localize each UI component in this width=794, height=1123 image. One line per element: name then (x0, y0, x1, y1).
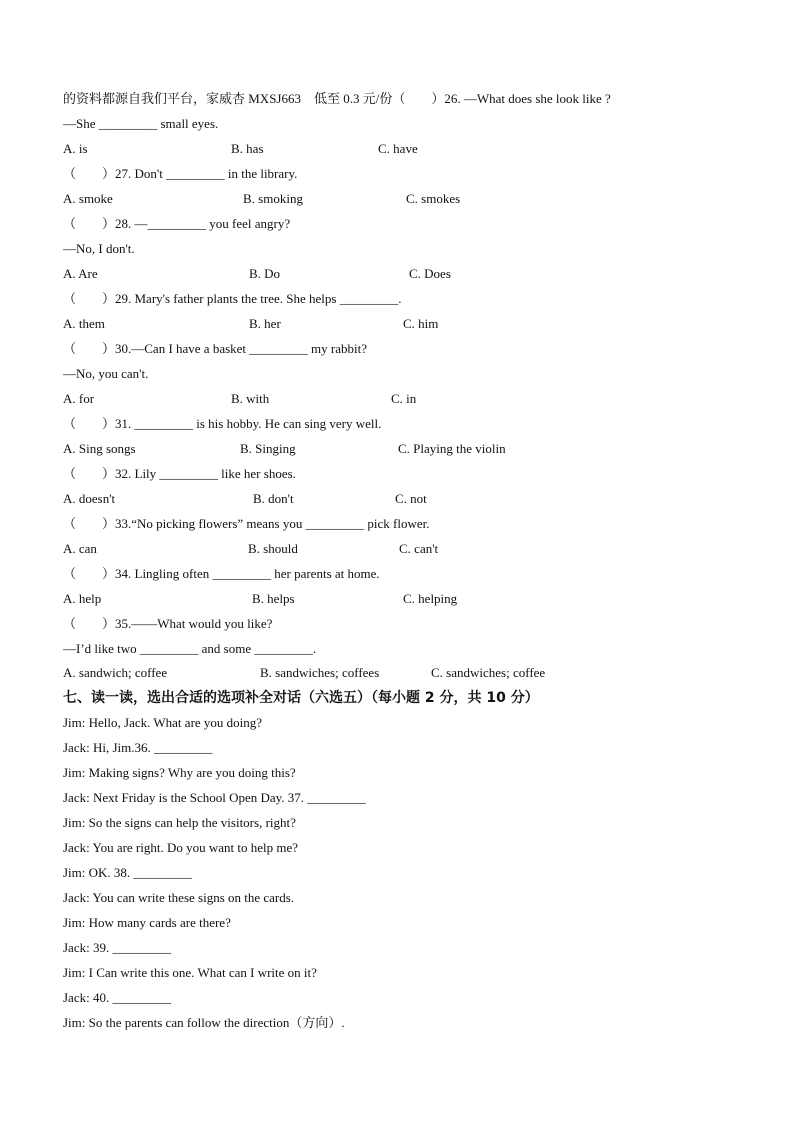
q30-option-a: A. for (63, 391, 95, 406)
q29-option-a: A. them (63, 316, 105, 331)
q30-option-c: C. in (391, 391, 417, 406)
q29-option-c: C. him (403, 316, 439, 331)
q33-option-a: A. can (63, 541, 97, 556)
q31-stem: （ ）31. _________ is his hobby. He can sing very well. (63, 416, 382, 431)
dialogue-line: Jim: Making signs? Why are you doing this? (63, 765, 296, 780)
q29-option-b: B. her (249, 316, 281, 331)
dialogue-line: Jack: 39. _________ (63, 940, 171, 955)
q33-option-c: C. can't (399, 541, 439, 556)
q29-stem: （ ）29. Mary's father plants the tree. She helps _________. (63, 291, 402, 306)
q35-stem: （ ）35.——What would you like? (63, 616, 273, 631)
q30-reply: —No, you can't. (63, 366, 149, 381)
q28-stem: （ ）28. —_________ you feel angry? (63, 216, 291, 231)
dialogue-line: Jack: Next Friday is the School Open Day. 37. _________ (63, 790, 366, 805)
dialogue-line: Jack: You can write these signs on the cards. (63, 890, 295, 905)
q34-option-b: B. helps (252, 591, 295, 606)
q35-option-c: C. sandwiches; coffee (431, 665, 546, 680)
dialogue-line: Jack: 40. _________ (63, 990, 171, 1005)
dialogue-line: Jim: I Can write this one. What can I write on it? (63, 965, 317, 980)
q27-option-a: A. smoke (63, 191, 113, 206)
q35-option-b: B. sandwiches; coffees (260, 665, 380, 680)
q33-option-b: B. should (248, 541, 298, 556)
q31-option-b: B. Singing (240, 441, 296, 456)
dialogue-line: Jim: Hello, Jack. What are you doing? (63, 715, 263, 730)
q34-option-a: A. help (63, 591, 102, 606)
q26-answer-line: —She _________ small eyes. (63, 116, 219, 131)
dialogue-line: Jim: OK. 38. _________ (63, 865, 192, 880)
q35-reply: —I’d like two _________ and some _________. (63, 641, 317, 656)
q32-stem: （ ）32. Lily _________ like her shoes. (63, 466, 296, 481)
q28-reply: —No, I don't. (63, 241, 135, 256)
q27-option-b: B. smoking (243, 191, 303, 206)
q26-option-a: A. is (63, 141, 88, 156)
q27-option-c: C. smokes (406, 191, 461, 206)
dialogue-line: Jack: Hi, Jim.36. _________ (63, 740, 213, 755)
q34-stem: （ ）34. Lingling often _________ her parents at home. (63, 566, 380, 581)
q30-stem: （ ）30.—Can I have a basket _________ my rabbit? (63, 341, 367, 356)
dialogue-line: Jack: You are right. Do you want to help me? (63, 840, 299, 855)
q30-option-b: B. with (231, 391, 270, 406)
q28-option-b: B. Do (249, 266, 281, 281)
q35-option-a: A. sandwich; coffee (63, 665, 168, 680)
q28-option-a: A. Are (63, 266, 98, 281)
q33-stem: （ ）33.“No picking flowers” means you _________ pick flower. (63, 516, 430, 531)
q32-option-c: C. not (395, 491, 427, 506)
dialogue-line: Jim: How many cards are there? (63, 915, 231, 930)
q28-option-c: C. Does (409, 266, 451, 281)
q31-option-c: C. Playing the violin (398, 441, 506, 456)
q34-option-c: C. helping (403, 591, 458, 606)
dialogue-line: Jim: So the parents can follow the direction（方向）. (63, 1015, 345, 1030)
q31-option-a: A. Sing songs (63, 441, 136, 456)
q32-option-b: B. don't (253, 491, 294, 506)
dialogue-line: Jim: So the signs can help the visitors, right? (63, 815, 296, 830)
section-7-title: 七、读一读，选出合适的选项补全对话（六选五）（每小题 2 分，共 10 分） (63, 690, 539, 706)
q26-option-b: B. has (231, 141, 264, 156)
header-line: 的资料都源自我们平台，家威杏 MXSJ663 低至 0.3 元/份（ ）26. —What does she look like ? (63, 91, 611, 106)
q27-stem: （ ）27. Don't _________ in the library. (63, 166, 298, 181)
q32-option-a: A. doesn't (63, 491, 116, 506)
q26-option-c: C. have (378, 141, 418, 156)
